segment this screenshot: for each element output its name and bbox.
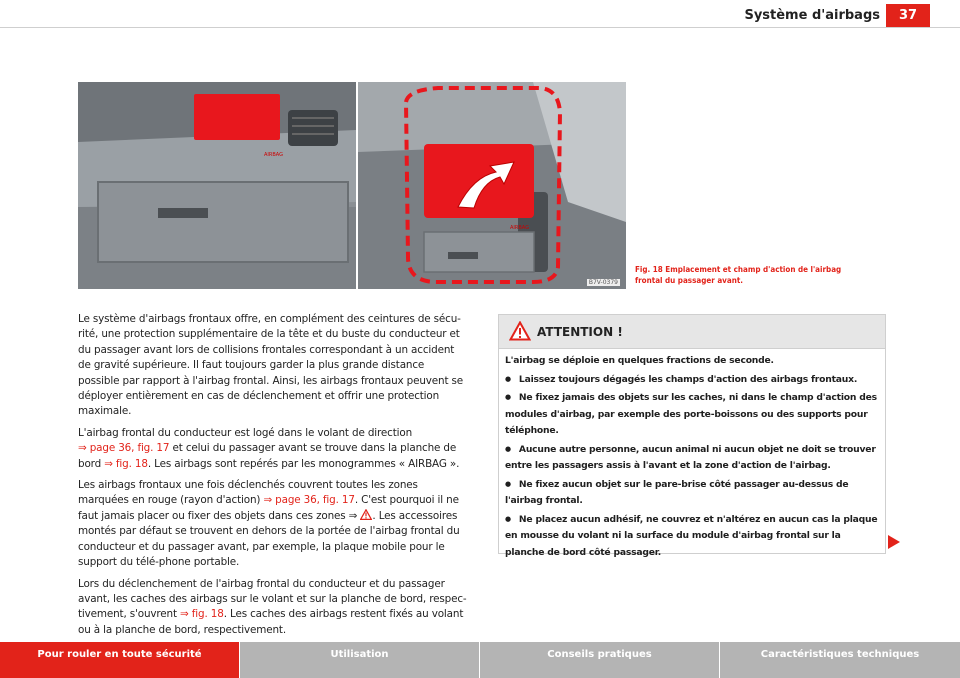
warning-intro: L'airbag se déploie en quelques fractions de seconde. [505, 355, 774, 366]
paragraph-3-text-c: . Les accessoires montés par défaut se trouvent en dehors de la portée de l'airbag frontal du conducteur et du passager avant, par exemple, la plaque mobile pour le support du télé-phone portable. [78, 509, 460, 569]
page-header-title: Système d'airbags [744, 8, 880, 23]
xref-page-36-fig-17[interactable]: ⇒ page 36, fig. 17 [78, 442, 170, 455]
paragraph-3 [78, 478, 468, 570]
paragraph-1: Le système d'airbags frontaux offre, en complément des ceintures de sécu-rité, une protection supplémentaire de la tête et du buste du conducteur et du passager avant lors de collisions frontales correspondant à un accident de gravité supérieure. Il faut toujours garder la plus grande distance possible par rapport à l'airbag frontal. Ainsi, les airbags frontaux peuvent se déployer entièrement en cas de déclenchement et offrir une protection maximale. [78, 313, 464, 418]
warning-item: ● Ne fixez jamais des objets sur les caches, ni dans le champ d'action des modules d'airbag, par exemple des porte-boissons ou des supports pour téléphone. [505, 390, 879, 440]
header-divider [0, 27, 960, 28]
warning-item: ● Laissez toujours dégagés les champs d'action des airbags frontaux. [505, 372, 879, 389]
tab-conseils-pratiques[interactable]: Conseils pratiques [479, 642, 719, 678]
paragraph-2 [78, 426, 468, 472]
figure-caption-line1: Fig. 18 Emplacement et champ d'action de l'airbag [635, 265, 842, 274]
warning-item: ● Ne placez aucun adhésif, ne couvrez et n'altérez en aucun cas la plaque en mousse du volant ni la surface du module d'airbag frontal sur la planche de bord côté passager. [505, 512, 879, 562]
continue-arrow-icon[interactable] [888, 535, 900, 549]
airbag-figure [78, 82, 626, 289]
paragraph-4-text-b: . Les caches des airbags restent fixés au volant ou à la planche de bord, respectivement. [78, 608, 464, 636]
warning-header [499, 315, 885, 349]
warning-item: ● Aucune autre personne, aucun animal ni aucun objet ne doit se trouver entre les passagers assis à l'avant et la zone d'action de l'airbag. [505, 442, 879, 475]
chapter-tabs [0, 642, 960, 678]
airbag-illustration [78, 82, 626, 289]
xref-page-36-fig-17-b[interactable]: ⇒ page 36, fig. 17 [263, 494, 355, 507]
airbag-label-left: AIRBAG [264, 152, 284, 158]
body-text-column [78, 312, 468, 644]
tab-securite[interactable]: Pour rouler en toute sécurité [0, 642, 239, 678]
warning-body [499, 349, 885, 561]
paragraph-4 [78, 577, 468, 639]
paragraph-3-text-a: Les airbags frontaux une fois déclenchés couvrent toutes les zones marquées en rouge (rayon d'action) [78, 479, 418, 507]
page-number: 37 [886, 4, 930, 28]
tab-utilisation[interactable]: Utilisation [239, 642, 479, 678]
xref-fig-18-b[interactable]: ⇒ fig. 18 [180, 608, 224, 621]
warning-triangle-icon[interactable] [360, 509, 372, 520]
paragraph-2-text-b: et celui du passager avant se trouve dans la planche de bord [78, 442, 457, 470]
attention-warning-box [498, 314, 886, 558]
warning-triangle-icon [509, 321, 531, 341]
xref-fig-18[interactable]: ⇒ fig. 18 [104, 457, 148, 470]
airbag-label-right: AIRBAG [510, 225, 530, 231]
paragraph-2-text-c: . Les airbags sont repérés par les monogrammes « AIRBAG ». [147, 457, 460, 470]
paragraph-2-text-a: L'airbag frontal du conducteur est logé dans le volant de direction [78, 426, 413, 439]
paragraph-3-text-b: . C'est pourquoi il ne faut jamais placer ou fixer des objets dans ces zones ⇒ [78, 494, 459, 522]
tab-caracteristiques-techniques[interactable]: Caractéristiques techniques [719, 642, 960, 678]
figure-caption-line2: frontal du passager avant. [635, 276, 744, 285]
warning-item: ● Ne fixez aucun objet sur le pare-brise côté passager au-dessus de l'airbag frontal. [505, 477, 879, 510]
figure-code: B7V-0379 [588, 279, 618, 286]
paragraph-4-text-a: Lors du déclenchement de l'airbag frontal du conducteur et du passager avant, les caches des airbags sur le volant et sur la planche de bord, respec-tivement, s'ouvrent [78, 577, 467, 621]
warning-title: ATTENTION ! [537, 325, 623, 339]
figure-caption [635, 264, 925, 286]
